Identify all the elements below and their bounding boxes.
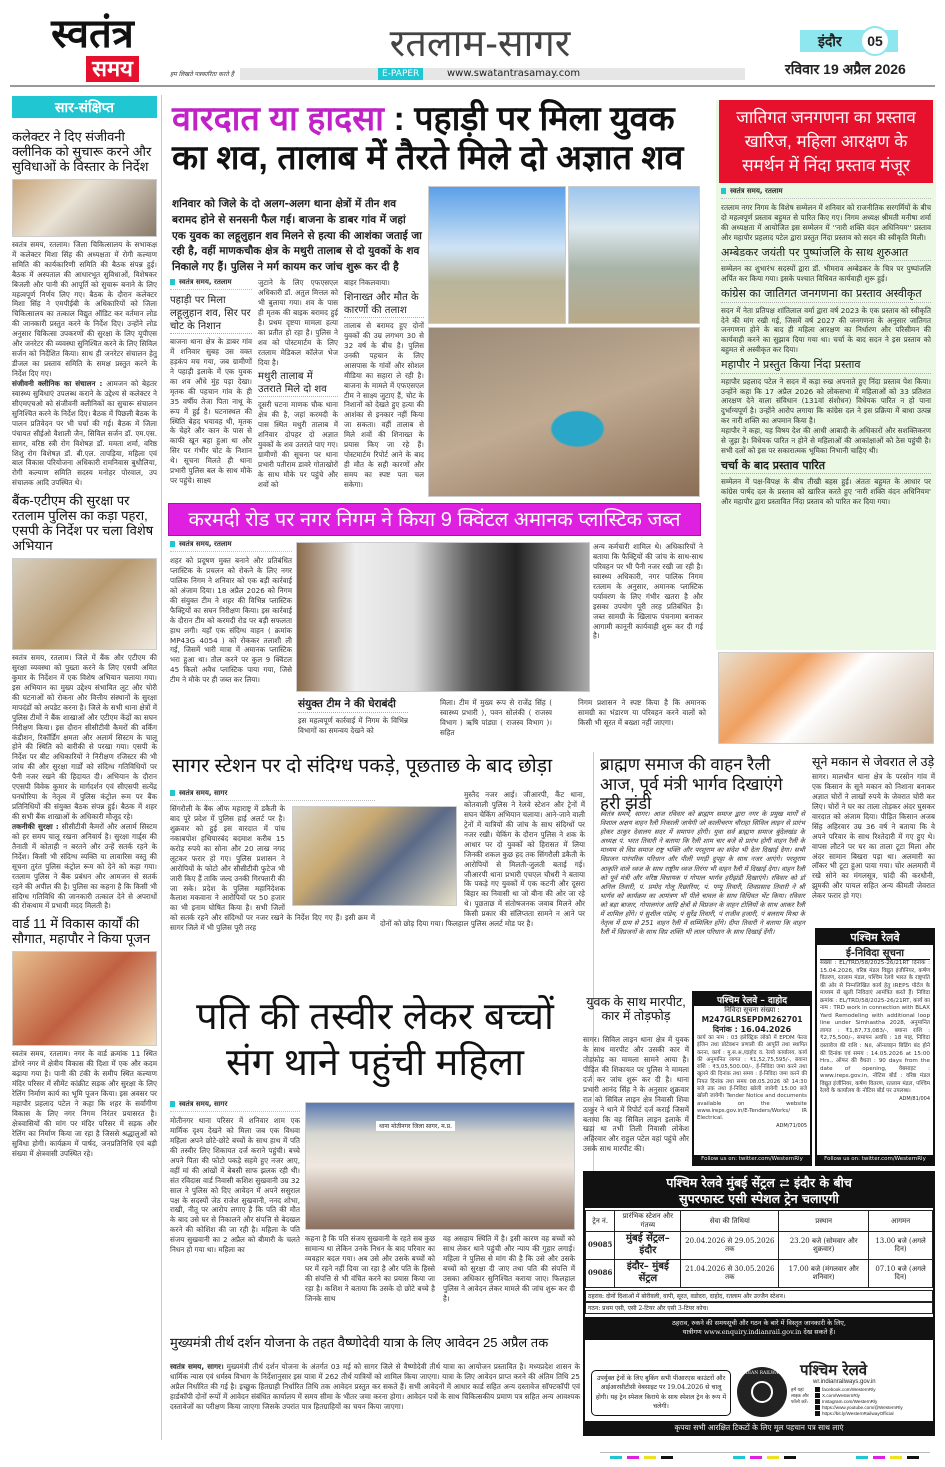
table-header: प्रारंभिक स्टेशन और गंतव्य: [615, 1211, 681, 1232]
table-cell: 21.04.2026 से 30.05.2026 तक: [681, 1259, 779, 1287]
photo-seized-plastic: [296, 542, 590, 692]
widow-col-1: [170, 1100, 300, 1255]
follow-label: हमें यहां लाइक और फॉलो करें:: [791, 1388, 809, 1405]
byline: स्वतंत्र समय, रतलाम: [170, 278, 252, 290]
ad-title: पश्चिम रेलवे मुंबई सेंट्रल ⇄ इंदौर के बीच सुपरफास्ट एसी स्पेशल ट्रेन चलाएगी: [585, 1173, 933, 1208]
table-cell: मुंबई सेंट्रल– इंदौर: [615, 1231, 681, 1259]
article-body: सागर। सिविल लाइन थाना क्षेत्र में युवक के साथ मारपीट और उसकी कार में तोड़फोड़ का मामला सामने आया है। पीड़ित की शिकायत पर पुलिस ने मामला दर्ज कर जांच शुरू कर दी है। थाना प्रभारी आनंद सिंह ने के अनुसार शुक्रवार रात को सिविल लाइन क्षेत्र निवासी शिवा ठाकुर ने थाने में रिपोर्ट दर्ज कराई जिसमें बताया कि वह सिविल लाइन इलाके में खड़ा था तभी तिली निवासी लोकेश अहिरवार और राहुल पटेल वहां पहुंचे और उसके साथ मारपीट की।: [583, 1035, 689, 1154]
article-body: सदन में नेता प्रतिपक्ष शांतिलाल वर्मा द्वारा वर्ष 2023 के एक प्रस्ताव को स्वीकृति देने की मांग रखी गई, जिसमें वर्ष 2027 की जनगणना के अनुसार जातिगत जनगणना होने के बाद ही महिला आरक्षण का निर्धारण और परिसीमन की कार्यवाही करने का सुझाव दिया गया था। चर्चा के बाद सदन ने इस प्रस्ताव को बहुमत से अस्वीकृत कर दिया।: [721, 305, 931, 355]
article-body: शहर को प्रदूषण मुक्त बनाने और प्रतिबंधित प्लास्टिक के प्रचलन को रोकने के लिए नगर पालिक निगम ने शनिवार को एक बड़ी कार्रवाई को अंजाम दिया। 18 अप्रैल 2026 को निगम की संयुक्त टीम ने शहर की विभिन्न प्लास्टिक फैक्ट्रियों का सघन निरीक्षण किया। इस कार्रवाई के दौरान टीम को करमदी रोड पर बड़ी सफलता हाथ लगी। यहाँ एक संदिग्ध वाहन ( क्रमांक MP43G 4054 ) को रोककर तलाशी ली गई, जिसमें भारी मात्रा में अमानक प्लास्टिक भरा हुआ था। तौल करने पर कुल 9 क्विंटल 45 किलो अवैध प्लास्टिक पाया गया, जिसे टीम ने मौके पर ही जब्त कर लिया।: [170, 556, 292, 685]
byline: स्वतंत्र समय, रतलाम: [170, 540, 292, 552]
tender-date: दिनांक : 16.04.2026: [712, 1025, 792, 1034]
subheading: कांग्रेस का जातिगत जनगणना का प्रस्ताव अस्वीकृत: [721, 287, 931, 302]
social-icon: [815, 1387, 820, 1392]
tender-header: पश्चिम रेलवे – दाहोद: [694, 993, 810, 1006]
social-icon: [815, 1405, 820, 1410]
train-schedule-table: [585, 1210, 933, 1288]
website-link[interactable]: www.swatantrasamay.com: [447, 68, 581, 79]
byline: स्वतंत्र समय, रतलाम: [721, 187, 931, 199]
subheading: शिनाख्त और मौत के कारणों की तलाश: [344, 291, 424, 318]
subheading: महापौर ने प्रस्तुत किया निंदा प्रस्ताव: [721, 358, 931, 373]
photo-lake-1: [428, 186, 566, 324]
tender-title: निविदा सूचना संख्या :: [724, 1006, 780, 1014]
masthead: [0, 0, 945, 92]
article-body: स्वतंत्र समय, सागर। मुख्यमंत्री तीर्थ दर्शन योजना के अंतर्गत 03 मई को सागर जिले से वैष्णोदेवी तीर्थ यात्रा का आयोजन प्रस्तावित है। मध्यप्रदेश शासन के धार्मिक न्यास एवं धर्मस्व विभाग के निर्देशानुसार इस यात्रा में 262 तीर्थ यात्रियों को शामिल किया जाएगा। यात्रा के लिए आवेदन प्राप्त करने की अंतिम तिथि 25 अप्रैल निर्धारित की गई है। इच्छुक हितग्राही निर्धारित तिथि तक आवेदन प्रस्तुत कर सकते हैं। सभी आवेदनों में आधार कार्ड सहित अन्य दस्तावेज सॉफ्टकॉपी एवं हार्डकॉपी दोनों रूपों में आवेदन संबंधित कार्यालय में समय सीमा के भीतर जमा करना होगा। आवेदन पत्रों के साथ चिकित्सकीय प्रमाण पत्र सहित अन्य आवश्यक दस्तावेजों का परीक्षण किया जाएगा जिसके उपरांत पात्र हितग्राहियों का चयन किया जाएगा।: [170, 1362, 580, 1411]
table-cell: 23.20 बजे (सोमवार और शुक्रवार): [779, 1231, 869, 1259]
byline: स्वतंत्र समय, सागर: [170, 789, 375, 801]
right-article: [716, 100, 936, 650]
article-body: कहना है कि पति संजय सुखवानी के रहते सब कुछ सामान्य था लेकिन उनके निधन के बाद परिवार का व्यवहार बदल गया। अब उसे और उसके बच्चों को घर में रहने नहीं दिया जा रहा है और पति के हिस्से की संपत्ति से भी वंचित करने का प्रयास किया जा रहा है। कशिश ने बताया कि उसके दो छोटे बच्चे है जिनके साथ: [305, 1234, 435, 1303]
masthead-rule: [10, 85, 935, 87]
composition-note: गठन: प्रथम एसी, एसी 2-टियर और एसी 3-टियर कोच।: [585, 1302, 933, 1314]
logo-bottom: समय: [86, 56, 139, 82]
edition-title: रतलाम-सागर: [389, 23, 571, 65]
left-column: [12, 96, 157, 1159]
tender-code: ADM/81/004: [899, 1095, 930, 1102]
brahmin-headline: ब्राह्मण समाज की वाहन रैली आज, पूर्व मंत्री भार्गव दिखाएंगे हरी झंडी: [600, 755, 783, 814]
print-registration-marks: [600, 1452, 930, 1455]
article-body: सिंगरौली के बैंक ऑफ महाराष्ट्र में डकैती के बाद पूरे प्रदेश में पुलिस हाई अलर्ट पर है। शुक्रवार को हुई इस वारदात में पांच नकाबपोश हथियारबंद बदमाश करीब 15 करोड़ रुपये का सोना और 20 लाख नगद लूटकर फरार हो गए। पुलिस प्रशासन ने आरोपियों के फोटो और सीसीटीवी फुटेज भी जारी किए हैं ताकि जल्द उनकी गिरफ्तारी की जा सके। प्रदेश के पुलिस महानिदेशक कैलाश मकवाना ने आरोपियों पर 50 हजार का भी इनाम घोषित किया है। सभी जिलों को सतर्क रहने और संदिग्धों पर नजर रखने के निर्देश दिए गए हैं। इसी क्रम में सागर जिले में भी पुलिस पूरी तरह: [170, 804, 375, 933]
table-header: आगमन: [869, 1211, 933, 1232]
article-body: बाजना थाना क्षेत्र के डाबर गांव में शनिवार सुबह उस वक्त हड़कंप मच गया, जब ग्रामीणों ने पहाड़ी इलाके में एक युवक का शव औंधे मुंह पड़ा देखा। मृतक की पहचान गांव के ही 35 वर्षीय तेजा पिता नाथू के रूप में हुई है। घटनास्थल की स्थिति बेहद भयावह थी, मृतक के चेहरे और कान के पास से काफी खून बहा हुआ था और सिर पर गंभीर चोट के निशान थे। सूचना मिलते ही थाना प्रभारी पुलिस बल के साथ मौके पर पहुंचे। साक्ष्य: [170, 337, 252, 486]
article-body: सम्मेलन में पक्ष-विपक्ष के बीच तीखी बहस हुई। अंततः बहुमत के आधार पर कांग्रेस पार्षद दल के प्रस्ताव को खारिज करते हुए 'नारी शक्ति वंदन अधिनियम' और महापौर द्वारा प्रस्तावित निंदा प्रस्ताव को पारित कर दिया गया।: [721, 477, 931, 507]
social-link-text: X.com/WesternRly: [822, 1393, 860, 1398]
table-cell: 17.00 बजे (मंगलवार और शनिवार): [779, 1259, 869, 1287]
photo-ward-puja: [12, 951, 157, 1046]
table-cell: इंदौर– मुंबई सेंट्रल: [615, 1259, 681, 1287]
station-sign: थाना मोतीनगर जिला सागर, म.प्र.: [376, 1121, 455, 1131]
widow-headline: पति की तस्वीर लेकर बच्चों संग थाने पहुंची महिला: [196, 996, 554, 1084]
article-body: वह असहाय स्थिति में है। इसी कारण वह बच्चों को साथ लेकर थाने पहुंची और न्याय की गुहार लगाई। महिला ने पुलिस से मांग की है कि उसे और उसके बच्चों को सुरक्षा दी जाए तथा पति की संपत्ति में उसका अधिकार सुनिश्चित कराया जाए। फिलहाल पुलिस ने आवेदन लेकर मामले की जांच शुरू कर दी है।: [443, 1234, 575, 1303]
photo-police-bank: [12, 558, 157, 650]
lead-col-2: [258, 278, 338, 490]
tender-body: कार्य का नाम : 03 इलेक्ट्रिक लोको में EPDM फेल्ड इंजिन तथा प्रोटेक्शन प्रणाली की आपूर्ति तथा स्थापित करना, कार्य : मु.स.अ./दाहोद व. रेलवे कार्यालय, कार्य की अनुमानित लागत : ₹1,52,75,595/-, बयाना राशि : ₹3,05,500.00/-, ई-निविदा जमा करने तथा खुलने की दिनांक तथा समय : ई-निविदा जमा करने की नियत दिनांक तथा समय 08.05.2026 को 14:30 बजे तक तथा ई-निविदा खोली जायेगी 15:00 बजे खोली जायेगी। Tender Notice and documents available on the website www.ireps.gov.in/E-Tenders/Works/ IR Electrical.: [697, 1035, 807, 1122]
column-divider: [161, 95, 162, 1440]
enquiry-banner: ठहराव, रुकने की समयसूची और गठन के बारे में विस्तृत जानकारी के लिए, यात्रीगण www.enquiry.indianrail.gov.in देख सकते हैं।: [585, 1317, 933, 1340]
city-badge: [800, 30, 898, 52]
subheading: मथुरी तालाब में उतराते मिले दो शव: [258, 370, 338, 397]
headline-accent: वारदात या हादसा: [172, 100, 384, 138]
tagline: हम लिखते पत्रकारिता करते हैं: [170, 71, 234, 78]
lead-headline: वारदात या हादसा : पहाड़ी पर मिला युवक का शव, तालाब में तैरते मिले दो अज्ञात शव: [172, 100, 684, 178]
plastic-col-1: [170, 540, 292, 685]
article-body: दूसरी घटना माणक चौक थाना क्षेत्र की है, जहां करमदी के पास स्थित मथुरी तालाब में शनिवार दोपहर दो अज्ञात युवकों के शव उतराते पाए गए। ग्रामीणों की सूचना पर थाना प्रभारी पतीराम डावरे गोताखोरों के साथ मौके पर पहुंचे और शवों को: [258, 400, 338, 489]
page-number: 05: [860, 26, 890, 56]
article-body: मिला। टीम में मुख्य रूप से राजेंद्र सिंह ( स्वास्थ्य प्रभारी ), पवन सोलंकी ( राजस्व विभाग ) ऋषि पांड्या ( राजस्व विभाग )। सहित: [440, 698, 552, 737]
railway-emblem: INDIAN RAILWAYS: [737, 1367, 787, 1417]
article-body: अन्य कर्मचारी शामिल थे। अधिकारियों ने बताया कि फैक्ट्रियों की जांच के साथ-साथ परिवहन पर भी पैनी नजर रखी जा रही है। स्वास्थ्य अधिकारी, नगर पालिक निगम रतलाम के अनुसार, अमानक प्लास्टिक पर्यावरण के लिए गंभीर खतरा है और इसका उपयोग पूरी तरह प्रतिबंधित है। जब्त सामग्री के खिलाफ पंचनामा बनाकर आगामी कानूनी कार्यवाही शुरू कर दी गई है।: [593, 542, 703, 641]
ad-footer: कृपया सभी आरक्षित टिकटों के लिए मूल पहचान पत्र साथ लाएं: [585, 1421, 933, 1434]
plastic-caption-col: [298, 695, 408, 736]
subheading: अम्बेडकर जयंती पर पुष्पांजलि के साथ शुरुआत: [721, 246, 931, 261]
photo-widow-family: [305, 1102, 575, 1230]
tender-notice-ratlam: [815, 928, 935, 1166]
headline: जातिगत जनगणना का प्रस्ताव खारिज, महिला आरक्षण के समर्थन में निंदा प्रस्ताव मंजूर: [719, 100, 933, 183]
table-cell: 13.00 बजे (अगले दिन): [869, 1231, 933, 1259]
social-icon: [815, 1399, 820, 1404]
rail-advertisement: [583, 1171, 935, 1436]
article-body: रतलाम नगर निगम के विशेष सम्मेलन में शनिवार को राजनीतिक सरगर्मियों के बीच दो महत्वपूर्ण प्रस्ताव बहुमत से पारित किए गए। निगम अध्यक्ष श्रीमती मनीषा शर्मा की अध्यक्षता में आयोजित इस सम्मेलन में ''नारी शक्ति वंदन अधिनियम'' प्रस्ताव और महापौर प्रहलाद पटेल द्वारा प्रस्तुत निंदा प्रस्ताव को सदन की स्वीकृति मिली।: [721, 203, 932, 243]
article-body: स्वतंत्र समय, सागर। आज रविवार को ब्राह्मण समाज द्वारा नगर के प्रमुख मार्गों से विशाल अक्षय वाहन रैली निकाली जायेगी जो कालीचरण चौराहा सिविल लाइन से प्रारंभ होकर ठाकुर देवालय सदर में समापन होगी। युवा सर्व ब्राह्मण समाज बुंदेलखंड के अध्यक्ष पं. भरत तिवारी ने बताया कि रैली शाम चार बजे से प्रारंभ होगी वाहन रैली के माध्यम से विप्र समाज राष्ट्र भक्ति और परशुराम का संदेश भी देता दिखाई देगा। सभी विप्रजन पारंपरिक परिधान और पीली पगड़ी दुपट्टा के साथ नजर आएंगे। परशुराम आकृति वाले ध्वज के साथ राष्ट्रीय ध्वज तिरंगा भी वाहन रैली में दिखाई देगा। वाहन रैली को पूर्व मंत्री और वरिष्ठ विधायक पं गोपाल भार्गव हरीझंडी दिखाएंगे। रविवार को डॉ अनिल तिवारी, पं. प्रमोद गोलू रिछारिया, पं. पप्पू तिवारी, शिवप्रसाद तिवारी ने श्री भार्गव को कार्यक्रम का आमंत्रण भी पीले चावल के साथ विधिवत भेंट किया। रविवार को बड़ा बाजार, गोपालगंज आदि क्षेत्रों से विप्रजन के वाहन टोलियों के साथ आकर रैली में शामिल होंगे। पं सुशील पांडेय, पं सुरेंद्र तिवारी, पं राजीव हजारी, पं बलराम मिश्रा के नेतृत्व में ग्राम से 251 वाहन रैली में सम्मिलित होंगे। दीपा तिवारी ने बताया कि वाहन रैली में विप्रजनों के साथ विप्र शक्ति भी लाल परिधान के साथ दिखाई देंगी।: [600, 810, 805, 937]
article-body: मुस्तैद नजर आई। जीआरपी, कैंट थाना, कोतवाली पुलिस ने रेलवे स्टेशन और ट्रेनों में सघन चेकिंग अभियान चलाया। आने-जाने वाली ट्रेनों में यात्रियों की जांच के साथ संदिग्धों पर नजर रखी। चेकिंग के दौरान पुलिस ने शक के आधार पर दो युवकों को हिरासत में लिया जिनकी शकल कुछ हद तक सिंगरौली डकैती के आरोपियों से मिलती-जुलती बताई गई। जीआरपी थाना प्रभारी एचएल चौधरी ने बताया कि पकड़े गए युवकों में एक कटनी और दूसरा बिहार का निवासी था जो बीना की ओर जा रहे थे। पूछताछ में संतोषजनक जवाब मिलने और किसी प्रकार की संलिप्तता सामने न आने पर दोनों को छोड़ दिया गया। फिलहाल पुलिस अलर्ट मोड पर है।: [380, 790, 585, 929]
table-cell: 09085: [586, 1231, 615, 1259]
logo-top: स्वतंत्र: [51, 12, 134, 56]
social-icon: [815, 1411, 820, 1416]
article-body: स्वतंत्र समय, रतलाम। जिला चिकित्सालय के सभाकक्ष में कलेक्टर मिशा सिंह की अध्यक्षता में रोगी कल्याण समिति की कार्यकारिणी समिति की बैठक संपन्न हुई। बैठक में अस्पताल की आधारभूत सुविधाओं, विशेषकर बिजली और पानी की आपूर्ति को सुचारू बनाने के लिए महत्वपूर्ण निर्णय लिए गए। बैठक के दौरान कलेक्टर मिशा सिंह ने एमपीईबी के अधिकारियों को जिला चिकित्सालय का तत्काल विद्युत ऑडिट कर वर्तमान लोड की जानकारी प्रस्तुत करने के निर्देश दिए। उन्होंने लोड अनुसार चिकित्सा उपकरणों की सुरक्षा के लिए यूपीएस और जनरेटर की व्यवस्था सुनिश्चित करने के लिए सिविल सर्जन को निर्देशित किया। साथ ही जनरेटर संचालन हेतु डीजल का प्रस्ताव समिति के समक्ष प्रस्तुत करने के निर्देश दिए गए। संजीवनी क्लीनिक का संचालन : आमजन को बेहतर स्वास्थ्य सुविधाएं उपलब्ध कराने के उद्देश्य से कलेक्टर ने सीएमएचओ को संजीवनी क्लीनिकों का सुचारू संचालन सुनिश्चित करने के निर्देश दिए। बैठक में पिछली बैठक के पालन प्रतिवेदन पर भी चर्चा की गई। बैठक में जिला पंचायत सीईओ वैशाली जैन, सिविल सर्जन डॉ. एम.एस. सागर, वरिष्ठ स्त्री रोग विशेषज्ञ डॉ. ममता शर्मा, वरिष्ठ शिशु रोग विशेषज्ञ डॉ. बी.एल. तापड़िया, महिला एवं बाल विकास परियोजना अधिकारी रामनिवास बुधौलिया, रोगी कल्याण समिति सदस्य मनोहर पोरवाल, उप संचालक आदि उपस्थित थे।: [12, 239, 157, 488]
social-link-text: https://bit.ly/WesternRailwayOfficial: [822, 1411, 894, 1416]
article-body: स्वतंत्र समय, रतलाम। नगर के वार्ड क्रमांक 11 स्थित डोंगरे नगर में क्षेत्रीय विकास की दिशा में एक और कदम बढ़ाया गया है। पानी की टंकी के समीप स्थित कल्याण मंदिर परिसर में सीमेंट कांक्रीट सड़क और सुरक्षा के लिए रेलिंग निर्माण कार्य का भूमि पूजन किया। इस अवसर पर महापौर प्रहलाद पटेल ने कहा कि शहर के सर्वांगीण विकास के लिए नगर निगम निरंतर प्रयासरत है। क्षेत्रवासियों की मांग पर मंदिर परिसर में सड़क और रेलिंग का निर्माण किया जा रहा है जिससे श्रद्धालुओं को सुविधा होगी। कार्यक्रम में पार्षद, जनप्रतिनिधि एवं बड़ी संख्या में क्षेत्रवासी उपस्थित रहे।: [12, 1049, 157, 1158]
subheading: चर्चा के बाद प्रस्ताव पारित: [721, 459, 931, 474]
theft-headline: सूने मकान से जेवरात ले उड़े: [812, 755, 935, 769]
table-row: [586, 1231, 933, 1259]
table-header: ट्रेन नं.: [586, 1211, 615, 1232]
table-cell: 07.10 बजे (अगले दिन): [869, 1259, 933, 1287]
byline: स्वतंत्र समय, सागर: [170, 1100, 300, 1112]
epaper-label: E-PAPER: [378, 68, 423, 80]
photo-council-meeting: [718, 652, 934, 744]
tender-title: ई-निविदा सूचना: [820, 945, 930, 960]
social-icon: [815, 1393, 820, 1398]
sagar-headline: सागर स्टेशन पर दो संदिग्ध पकड़े, पूछताछ के बाद छोड़ा: [172, 755, 553, 777]
article-body: निगम प्रशासन ने स्पष्ट किया है कि अमानक सामग्री का भंडारण या परिवहन करने वालों को किसी भी सूरत में बख्शा नहीं जाएगा।: [578, 698, 706, 727]
subheading: संयुक्त टीम ने की घेराबंदी: [298, 698, 408, 713]
article-body: इस महत्वपूर्ण कार्रवाई में निगम के विभिन्न विभागों का समन्वय देखने को: [298, 715, 408, 735]
pilgrim-headline: मुख्यमंत्री तीर्थ दर्शन योजना के तहत वैष्णोदेवी यात्रा के लिए आवेदन 25 अप्रैल तक: [170, 1335, 549, 1350]
article-body: तालाब से बरामद हुए दोनों युवकों की उम्र लगभग 30 से 32 वर्ष के बीच है। पुलिस उनकी पहचान के लिए आसपास के गांवों और सोशल मीडिया का सहारा ले रही है। बाजना के मामले में एफएसएल टीम ने साक्ष्य जुटाए हैं, चोट के निशानों को देखते हुए हत्या की आशंका से इनकार नहीं किया जा सकता। वहीं तालाब से मिले शवों की शिनाख्त के प्रयास किए जा रहे हैं। पोस्टमार्टम रिपोर्ट आने के बाद ही मौत के सही कारणों और समय का स्पष्ट पता चल सकेगा।: [344, 320, 424, 489]
headline: वार्ड 11 में विकास कार्यों की सौगात, महापौर ने किया पूजन: [12, 916, 151, 947]
section-header: सार-संक्षिप्त: [12, 96, 157, 118]
issue-date: रविवार 19 अप्रैल 2026: [785, 61, 906, 77]
twitter-link[interactable]: Follow us on: twitter.com/WesternRly: [694, 1155, 810, 1164]
article-body: जुटाने के लिए एफएसएल अधिकारी डॉ. अतुल मित्तल को भी बुलाया गया। शव के पास ही मृतक की बाइक बरामद हुई है। प्रथम दृष्टया मामला हत्या का प्रतीत हो रहा है। पुलिस ने शव को पोस्टमार्टम के लिए रतलाम मेडिकल कॉलेज भेज दिया है।: [258, 278, 338, 367]
social-link-text: facebook.com/WesternRly: [822, 1387, 876, 1392]
brand-site[interactable]: wr.indianrailways.gov.in: [813, 1379, 876, 1385]
article-body: बाहर निकलवाया।: [344, 278, 390, 287]
tender-number: M247GLRSEPDM262701: [701, 1015, 803, 1024]
twitter-link[interactable]: Follow us on: twitter.com/WesternRly: [817, 1155, 933, 1164]
lead-intro: शनिवार को जिले के दो अलग-अलग थाना क्षेत्रों में तीन शव बरामद होने से सनसनी फैल गई। बाजना के डाबर गांव में जहां एक युवक का लहूलुहान शव मिलने से हत्या की आशंका जताई जा रही है, वहीं माणकचौक क्षेत्र के मथुरी तालाब से दो युवकों के शव निकाले गए हैं। पुलिस ने मर्ग कायम कर जांच शुरू कर दी है: [172, 198, 422, 273]
tender-code: ADM/71/005: [776, 1122, 807, 1129]
article-body: मोतीनगर थाना परिसर में शनिवार शाम एक मार्मिक दृश्य देखने को मिला जब एक विधवा महिला अपने छोटे-छोटे बच्चों के साथ हाथ में पति की तस्वीर लिए शिकायत दर्ज कराने पहुंची। बच्चे अपने पिता की फोटो पकड़े सहमे हुए नजर आए, वहीं मां की आंखों में बेबसी साफ झलक रही थी। संत रविदास वार्ड निवासी कशिश सुखवानी उम्र 32 साल ने पुलिस को दिए आवेदन में अपने ससुराल पक्ष के सदस्यों जेठ राजेश सुखवानी, ननद शोभा, राखी, नीतू पर आरोप लगाए है कि पति की मौत के बाद उसे घर से निकालने और संपत्ति से बेदखल करने की कोशिश की जा रही है। महिला के पति संजय सुखवानी का 2 अप्रैल को बीमारी के चलते निधन हो गया था। महिला का: [170, 1116, 300, 1255]
tender-header: पश्चिम रेलवे: [817, 930, 933, 945]
tender-body: संख्या : EL/TRD/58/2025-26/21RT दिनांक : 15.04.2026, वरिष्ठ मंडल विद्युत इंजीनियर, कर्षण वितरण, रतलाम मंडल, पश्चिम रेलवे भारत के राष्ट्रपति की ओर से निम्नलिखित कार्य हेतु IREPS पोर्टल के माध्यम से खुली निविदाएं आमंत्रित करते हैं। निविदा क्रमांक : EL/TRD/58/2025-26/21RT, कार्य का नाम : TRD work in connection with BLAX Yard Remodeling with additional loop line under Simhastha 2028, अनुमानित लागत : ₹1,87,73,083/-, बयाना राशि : ₹2,75,500/-, समापन अवधि : 18 माह, निविदा दस्तावेज की राशि : Nil, ऑनलाइन बिडिंग बंद होने की दिनांक एवं समय : 14.05.2026 at 15:00 Hrs., ऑफर की वैधता : 90 days from the date of opening, वेबसाइट : www.ireps.gov.in, नोटिस बोर्ड : वरिष्ठ मंडल विद्युत इंजीनियर, कर्षण वितरण, रतलाम मंडल, पश्चिम रेलवे के कार्यालय के नोटिस बोर्ड पर उपलब्ध।: [820, 960, 930, 1095]
city-name: इंदौर: [818, 33, 842, 49]
photo-body-on-hill: [428, 327, 700, 497]
table-header: प्रस्थान: [779, 1211, 869, 1232]
subheading: पहाड़ी पर मिला लहूलुहान शव, सिर पर चोट के निशान: [170, 295, 251, 332]
table-cell: 09086: [586, 1259, 615, 1287]
article-body: सागर। मालथौन थाना क्षेत्र के परसोन गांव में एक किसान के सूने मकान को निशाना बनाकर अज्ञात चोरों ने लाखों रुपये के जेवरात चोरी कर लिए। चोरों ने घर का ताला तोड़कर अंदर घुसकर वारदात को अंजाम दिया। पीड़ित किसान अजब सिंह अहिरवार उम्र 36 वर्ष ने बताया कि वे अपने परिवार के साथ रिश्तेदारी में गए हुए थे। वापस लौटने पर घर का ताला टूटा मिला और अंदर सामान बिखरा पड़ा था। अलमारी का लॉकर भी टूटा हुआ पाया गया। चोर अलमारी में रखे सोने का मंगलसूत्र, चांदी की करधौनी, झुमकी और पायल सहित अन्य कीमती जेवरात लेकर फरार हो गए।: [812, 772, 935, 901]
social-link-text: https://www.youtube.com/@WesternRly: [822, 1405, 903, 1410]
logo: [30, 12, 155, 82]
article-body: स्वतंत्र समय, रतलाम। जिले में बैंक और एटीएम की सुरक्षा व्यवस्था को पुख्ता करने के लिए एसपी अमित कुमार के निर्देशन में एक विशेष अभियान चलाया गया। इस अभियान का मुख्य उद्देश्य संभावित लूट और चोरी की घटनाओं को रोकना और वित्तीय संस्थानों के सुरक्षा मापदंडों को अपडेट करना है। जिले के सभी थाना क्षेत्रों में पुलिस टीमों ने बैंक शाखाओं और एटीएम केंद्रों का सघन निरीक्षण किया। इस दौरान सीसीटीवी कैमरों की वर्किंग कंडीशन, रिकॉर्डिंग क्षमता और अलार्म सिस्टम के चालू होने की स्थिति को बारीकी से परखा गया। एसपी के निर्देश पर बीट अधिकारियों ने निरीक्षण रजिस्टर की भी जांच की और सुरक्षा गार्डों को संदिग्ध गतिविधियों पर पैनी नजर रखने की हिदायत दी। अभियान के दौरान एएसपी विवेक कुमार के मार्गदर्शन एवं सीएसपी सत्येंद्र घनघोरिया के नेतृत्व में पुलिस कंट्रोल रूम पर बैंक प्रतिनिधियों की संयुक्त बैठक संपन्न हुई। बैठक में शहर की सभी बैंक शाखाओं के अधिकारी मौजूद रहे। तकनीकी सुरक्षा : सीसीटीवी कैमरों और अलार्म सिस्टम को हर समय चालू रखना अनिवार्य है। सुरक्षा गार्ड्स की तैनाती में कोताही न बरतने और उन्हें सतर्क रहने के निर्देश। किसी भी संदिग्ध व्यक्ति या लावारिस वस्तु की सूचना तुरंत पुलिस कंट्रोल रूम को देने को कहा गया। रतलाम पुलिस ने बैंक प्रबंधन और आमजन से सतर्क रहने की अपील की है। पुलिस का कहना है कि किसी भी संदिग्ध गतिविधि की जानकारी तत्काल देने से अपराधों की रोकथाम में प्रभावी मदद मिलती है।: [12, 653, 158, 911]
photo-collector-meeting: [12, 179, 157, 237]
social-link-text: Instagram.com/WesternRly: [822, 1399, 878, 1404]
article-body: सम्मेलन का शुभारंभ सदस्यों द्वारा डॉ. भीमराव अम्बेडकर के चित्र पर पुष्पांजलि अर्पित कर किया गया। इसके पश्चात विधिवत कार्यवाही शुरू हुई।: [721, 264, 931, 284]
photo-lake-2: [568, 186, 700, 324]
brand-name: पश्चिम रेलवे: [800, 1361, 868, 1379]
table-cell: 20.04.2026 से 29.05.2026 तक: [681, 1231, 779, 1259]
article-body: महापौर प्रहलाद पटेल ने सदन में कड़ा रुख अपनाते हुए निंदा प्रस्ताव पेश किया। उन्होंने कहा कि 17 अप्रैल 2026 को लोकसभा में महिलाओं को 33 प्रतिशत आरक्षण देने वाला संविधान (131वां संशोधन) विधेयक पारित न हो पाना दुर्भाग्यपूर्ण है। उन्होंने आरोप लगाया कि कांग्रेस दल ने इस प्रक्रिया में बाधा उत्पन्न कर नारी शक्ति का अपमान किया है।: [721, 376, 931, 426]
halts-note: ठहराव: दोनों दिशाओं में बोरीवली, वापी, सूरत, वडोदरा, दाहोद, रतलाम और उज्जैन स्टेशन।: [585, 1290, 933, 1302]
headline: कलेक्टर ने दिए संजीवनी क्लीनिक को सुचारू करने और सुविधाओं के विस्तार के निर्देश: [12, 129, 152, 174]
assault-headline: युवक के साथ मारपीट, कार में तोड़फोड़: [586, 995, 686, 1024]
headline: बैंक-एटीएम की सुरक्षा पर रतलाम पुलिस का कड़ा पहरा, एसपी के निर्देश पर चला विशेष अभियान: [12, 493, 154, 554]
color-bars: [610, 1456, 919, 1459]
article-body: महापौर ने कहा, यह विषय देश की आधी आबादी के अधिकारों और सशक्तिकरण से जुड़ा है। विधेयक पारित न होने से महिलाओं की आकांक्षाओं को ठेस पहुंची है। सभी दलों को इस पर सकारात्मक भूमिका निभानी चाहिए थी।: [721, 426, 931, 456]
lead-col-1: [170, 278, 252, 486]
plastic-col-4: [593, 542, 703, 641]
booking-note: उपर्युक्त ट्रेनों के लिए बुकिंग सभी पीआरएस काउंटरों और आईआरसीटीसी वेबसाइट पर 19.04.2026 से चालू होगी। यह ट्रेन स्पेशल किराये के साथ स्पेशल ट्रेन के रूप में चलेगी।: [591, 1370, 731, 1416]
table-header: सेवा की तिथियां: [681, 1211, 779, 1232]
social-link[interactable]: [815, 1411, 903, 1417]
plastic-headline: करमदी रोड पर नगर निगम ने किया 9 क्विंटल अमानक प्लास्टिक जब्त: [168, 503, 701, 536]
social-links: [815, 1387, 903, 1417]
lead-col-3: [344, 278, 424, 490]
tender-notice-dahod: [692, 991, 812, 1166]
table-row: [586, 1259, 933, 1287]
